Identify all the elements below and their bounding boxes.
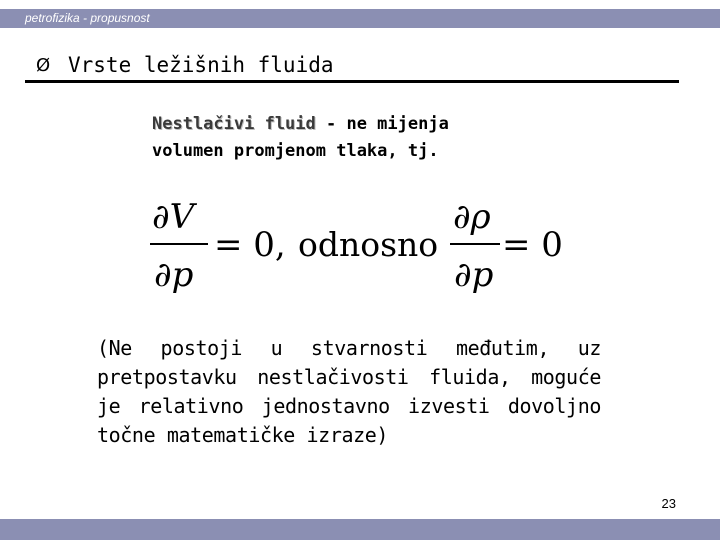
definition-text: [152, 111, 592, 165]
header-title: petrofizika - propusnost: [25, 11, 150, 25]
definition-term: Nestlačivi fluid: [152, 114, 316, 134]
formula-equals-1: = 0,: [214, 225, 286, 265]
arrow-bullet-icon: Ø: [36, 54, 51, 76]
footer-bar: [0, 519, 720, 540]
formula-svg: [140, 190, 580, 300]
definition-line1-rest: - ne mijenja: [315, 114, 449, 134]
formula-equals-2: = 0: [502, 225, 563, 265]
heading-row: [36, 50, 334, 80]
formula-connector: odnosno: [298, 225, 439, 264]
formula-denominator-1: ∂p: [154, 255, 194, 295]
heading-divider: [25, 80, 679, 83]
formula-numerator-1: ∂V: [152, 197, 195, 237]
formula: [140, 190, 580, 300]
slide-heading: Vrste ležišnih fluida: [68, 53, 334, 77]
note-paragraph: (Ne postoji u stvarnosti međutim, uz pretpostavku nestlačivosti fluida, moguće je relativno jednostavno izvesti dovoljno točne matematičke izraze): [97, 336, 601, 447]
page-number: 23: [661, 496, 676, 511]
formula-denominator-2: ∂p: [454, 255, 494, 295]
header-bar: [0, 9, 720, 28]
definition-line2: volumen promjenom tlaka, tj.: [152, 141, 439, 161]
formula-numerator-2: ∂ρ: [453, 197, 491, 237]
